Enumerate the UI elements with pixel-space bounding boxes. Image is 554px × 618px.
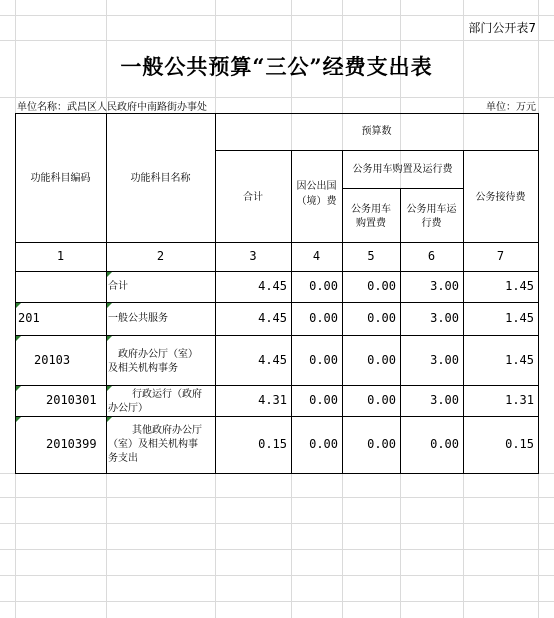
header-abroad-line2: （境）费 [296, 196, 337, 207]
cell-vehicle-operation: 3.00 [430, 353, 459, 367]
cell-abroad: 0.00 [309, 437, 338, 451]
header-vehicle-purchase-line2: 购置费 [356, 218, 386, 229]
row-code: 20103 [34, 353, 71, 367]
row-code: 2010301 [46, 393, 97, 407]
cell-vehicle-operation: 3.00 [430, 279, 459, 293]
cell-marker [16, 303, 21, 308]
cell-abroad: 0.00 [309, 279, 338, 293]
cell-marker [107, 303, 112, 308]
cell-total: 4.31 [258, 393, 287, 407]
page-title: 一般公共预算“三公”经费支出表 [120, 54, 433, 79]
cell-marker [107, 386, 112, 391]
header-vehicle-operation-line2: 行费 [421, 218, 442, 229]
cell-reception: 0.15 [505, 437, 534, 451]
cell-vehicle-purchase: 0.00 [367, 393, 396, 407]
cell-total: 4.45 [258, 353, 287, 367]
header-abroad-line1: 因公出国 [296, 181, 337, 192]
header-code: 功能科目编码 [30, 173, 91, 184]
cell-total: 4.45 [258, 311, 287, 325]
cell-vehicle-purchase: 0.00 [367, 437, 396, 451]
col-number-3: 3 [249, 249, 257, 263]
cell-marker [107, 336, 112, 341]
cell-vehicle-operation: 0.00 [430, 437, 459, 451]
row-code: 201 [18, 311, 40, 325]
row-name: 合计 [108, 281, 128, 292]
row-name-line2: （室）及相关机构事 [108, 439, 198, 450]
row-name-line2: 办公厅） [108, 403, 148, 414]
row-name-line1: 行政运行（政府 [132, 389, 202, 400]
col-number-5: 5 [367, 249, 375, 263]
col-number-2: 2 [156, 249, 165, 263]
cell-marker [107, 417, 112, 422]
cell-vehicle-purchase: 0.00 [367, 353, 396, 367]
table-number: 部门公开表7 [468, 21, 536, 35]
currency-unit: 单位：万元 [486, 102, 536, 113]
col-number-6: 6 [427, 249, 436, 263]
cell-abroad: 0.00 [309, 353, 338, 367]
row-code: 2010399 [46, 437, 97, 451]
cell-reception: 1.45 [505, 311, 534, 325]
cell-marker [16, 386, 21, 391]
cell-vehicle-operation: 3.00 [430, 393, 459, 407]
cell-vehicle-purchase: 0.00 [367, 311, 396, 325]
cell-reception: 1.31 [505, 393, 534, 407]
cell-abroad: 0.00 [309, 311, 338, 325]
row-name: 一般公共服务 [108, 313, 168, 324]
cell-marker [16, 417, 21, 422]
cell-reception: 1.45 [505, 279, 534, 293]
cell-vehicle-purchase: 0.00 [367, 279, 396, 293]
header-vehicle-purchase-line1: 公务用车 [351, 204, 391, 215]
header-vehicle: 公务用车购置及运行费 [352, 164, 453, 175]
cell-marker [16, 336, 21, 341]
cell-reception: 1.45 [505, 353, 534, 367]
header-vehicle-operation-line1: 公务用车运 [406, 204, 457, 215]
cell-total: 0.15 [258, 437, 287, 451]
cell-abroad: 0.00 [309, 393, 338, 407]
row-name-line1: 政府办公厅（室） [118, 349, 198, 360]
row-name-line1: 其他政府办公厅 [132, 425, 202, 436]
row-name-line2: 及相关机构事务 [108, 363, 178, 374]
cell-marker [107, 272, 112, 277]
header-reception: 公务接待费 [475, 192, 526, 203]
cell-vehicle-operation: 3.00 [430, 311, 459, 325]
cell-total: 4.45 [258, 279, 287, 293]
header-name: 功能科目名称 [130, 173, 191, 184]
col-number-7: 7 [496, 249, 505, 263]
col-number-1: 1 [56, 249, 65, 263]
row-name-line3: 务支出 [108, 453, 138, 464]
unit-name: 单位名称：武昌区人民政府中南路街办事处 [17, 102, 207, 113]
header-budget: 预算数 [361, 126, 392, 137]
col-number-4: 4 [312, 249, 321, 263]
header-total: 合计 [243, 192, 263, 203]
